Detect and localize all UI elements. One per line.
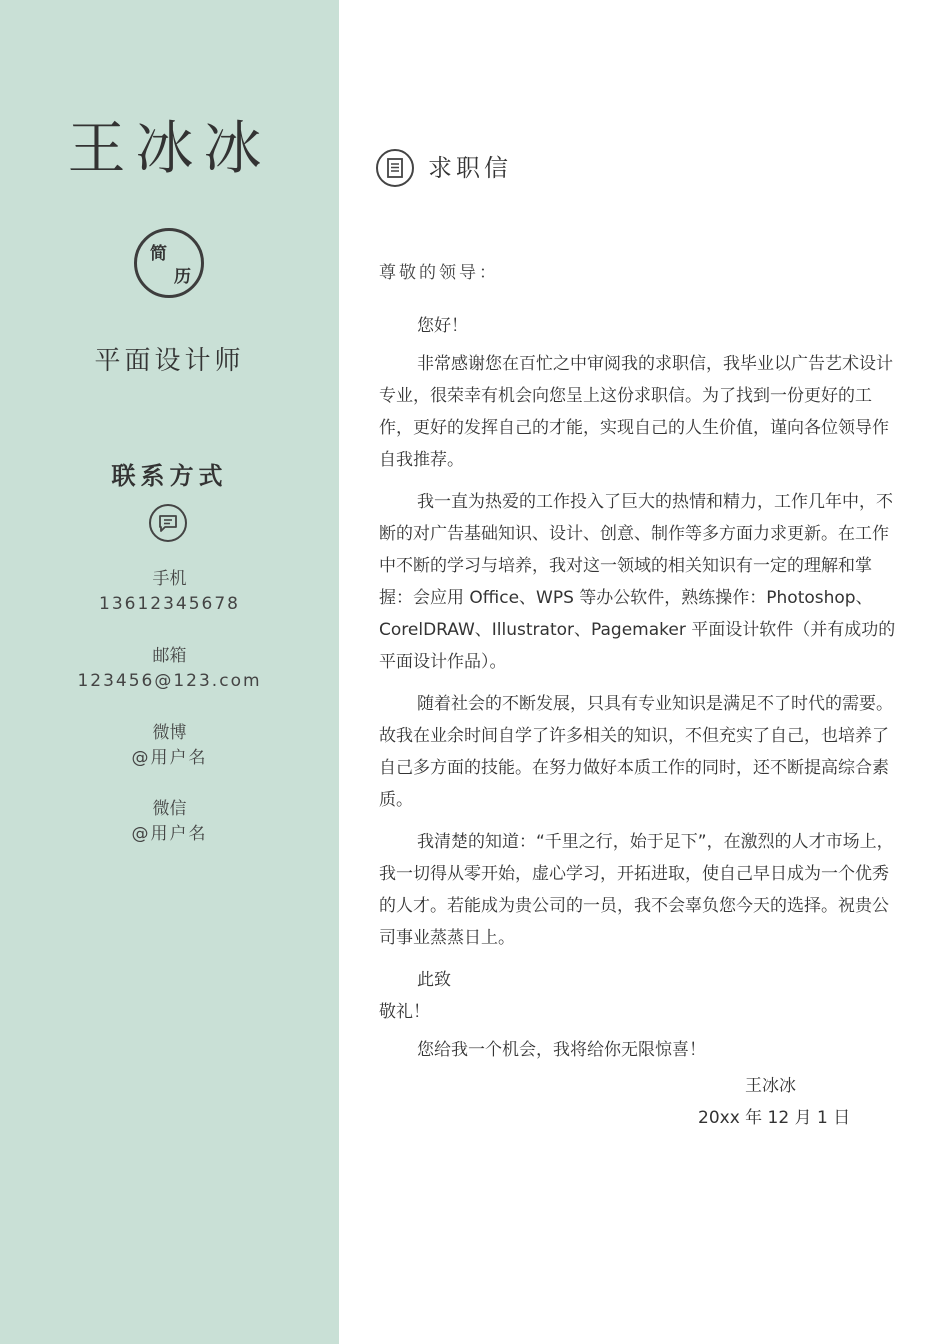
sidebar — [0, 0, 339, 1344]
candidate-name: 王冰冰 — [67, 114, 272, 182]
contact-heading: 联系方式 — [111, 462, 228, 490]
paragraph: 我清楚的知道：“千里之行，始于足下”，在激烈的人才市场上，我一切得从零开始，虚心学习，开拓进取，使自己早日成为一个优秀的人才。若能成为贵公司的一员，我不会辜负您今天的选择。祝贵公司事业蒸蒸日上。 — [379, 832, 894, 948]
resume-badge — [134, 228, 204, 298]
badge-char-1: 简 — [150, 244, 167, 264]
hello-line: 您好！ — [417, 316, 468, 336]
contact-value: @用户名 — [131, 824, 208, 844]
badge-char-2: 历 — [174, 267, 191, 287]
contact-label: 微博 — [152, 723, 187, 743]
contact-label: 手机 — [152, 569, 187, 589]
contact-value: @用户名 — [131, 748, 208, 768]
job-title: 平面设计师 — [94, 346, 245, 376]
contact-value: 13612345678 — [99, 594, 240, 614]
contact-label: 微信 — [152, 799, 187, 819]
document-icon — [376, 149, 414, 187]
paragraph: 随着社会的不断发展，只具有专业知识是满足不了时代的需要。故我在业余时间自学了许多相关的知识，不但充实了自己，也培养了自己多方面的技能。在努力做好本质工作的同时，还不断提高综合素质。 — [379, 694, 893, 810]
final-line: 您给我一个机会，我将给你无限惊喜！ — [417, 1040, 706, 1060]
chat-bubble-icon — [149, 504, 187, 542]
letter-heading: 求职信 — [428, 154, 512, 182]
contact-weibo — [0, 721, 339, 771]
paragraph: 非常感谢您在百忙之中审阅我的求职信，我毕业以广告艺术设计专业，很荣幸有机会向您呈上这份求职信。为了找到一份更好的工作，更好的发挥自己的才能，实现自己的人生价值，谨向各位领导作自我推荐。 — [379, 354, 893, 470]
contact-phone — [0, 567, 339, 617]
signature: 王冰冰 — [745, 1076, 796, 1096]
letter-date: 20xx 年 12 月 1 日 — [698, 1108, 851, 1128]
closing-line-2: 敬礼！ — [379, 1002, 430, 1022]
contact-email — [0, 644, 339, 694]
contact-wechat — [0, 797, 339, 847]
greeting: 尊敬的领导： — [379, 263, 499, 283]
contact-value: 123456@123.com — [77, 671, 262, 691]
closing-line-1: 此致 — [417, 970, 451, 990]
contact-label: 邮箱 — [152, 646, 187, 666]
paragraph: 我一直为热爱的工作投入了巨大的热情和精力，工作几年中，不断的对广告基础知识、设计、创意、制作等多方面力求更新。在工作中不断的学习与培养，我对这一领域的相关知识有一定的理解和掌握：会应用 Office、WPS 等办公软件，熟练操作：Photoshop、CorelDRAW、Illustrator、Pagemaker 平面设计软件（并有成功的平面设计作品）。 — [379, 492, 896, 672]
letter-body — [379, 310, 905, 1066]
